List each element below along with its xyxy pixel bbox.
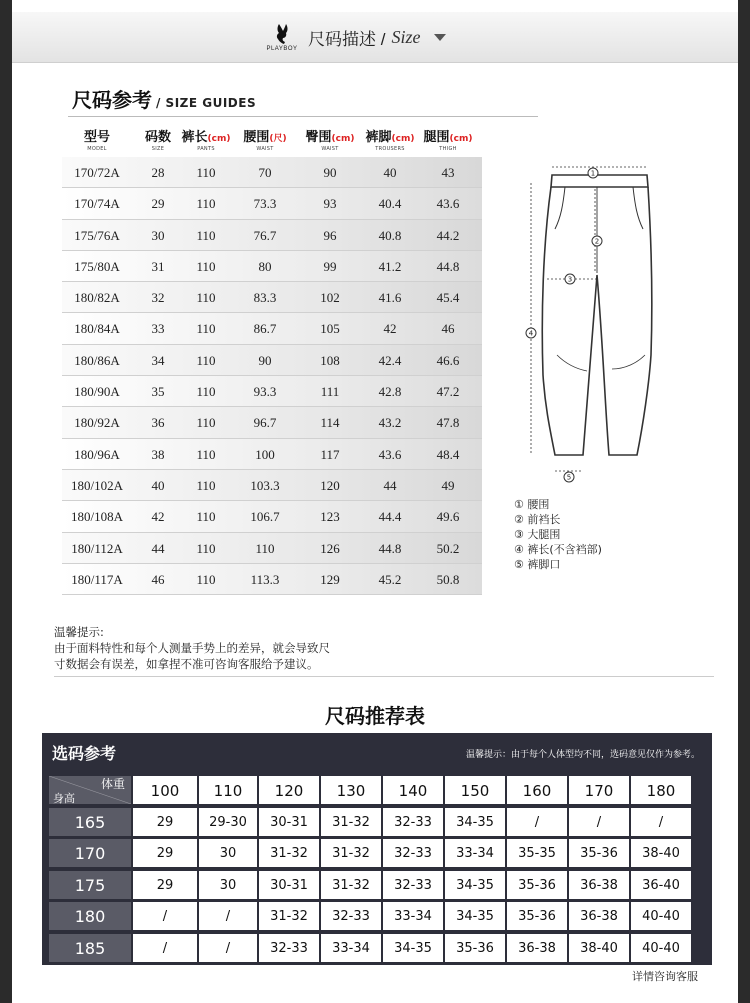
table-cell: 76.7: [253, 227, 277, 243]
table-row: [62, 564, 482, 595]
column-header-unit: (cm): [449, 134, 473, 144]
column-header-label: 腰围: [243, 130, 270, 145]
table-cell: 110: [196, 258, 216, 274]
column-header-label: 裤长: [181, 130, 208, 145]
table-row: [62, 501, 482, 532]
table-cell: 83.3: [253, 290, 277, 306]
column-header: [180, 126, 232, 152]
table-cell: 90: [258, 352, 272, 368]
header-title: 尺码描述 /: [308, 29, 386, 49]
table-cell: 70: [258, 165, 272, 180]
table-cell: 102: [320, 290, 340, 306]
table-cell: 180/102A: [71, 477, 123, 493]
table-cell: 29: [132, 807, 198, 837]
table-cell: 113.3: [250, 571, 280, 587]
table-cell: 32: [151, 290, 165, 306]
header-bar: [12, 12, 738, 63]
table-cell: 31-32: [258, 901, 320, 931]
table-row: [62, 345, 482, 376]
table-cell: 31-32: [320, 838, 382, 868]
tip-line-2: 寸数据会有误差，如拿捏不准可咨询客服给予建议。: [54, 657, 319, 671]
table-cell: /: [630, 807, 692, 837]
table-cell: 30: [198, 838, 258, 868]
column-header-label: 腿围: [423, 130, 450, 145]
table-cell: 42: [383, 321, 397, 337]
recommend-title: 尺码推荐表: [325, 704, 425, 728]
table-cell: 114: [320, 415, 340, 431]
table-cell: 31: [151, 258, 165, 274]
table-cell: 31-32: [320, 870, 382, 900]
brand-logo: [262, 23, 302, 52]
table-cell: /: [198, 901, 258, 931]
height-header: 165: [48, 807, 132, 837]
table-cell: 29: [151, 196, 165, 212]
table-cell: 129: [320, 571, 340, 587]
table-cell: 90: [323, 165, 337, 180]
table-cell: 123: [320, 509, 340, 525]
column-header: [232, 126, 298, 152]
divider: [68, 116, 538, 117]
table-cell: 44.8: [436, 258, 460, 274]
table-cell: 93.3: [253, 384, 277, 400]
column-header-unit: (cm): [207, 134, 231, 144]
table-cell: 44.8: [378, 540, 402, 556]
svg-text:1: 1: [590, 169, 596, 178]
table-cell: 32-33: [382, 870, 444, 900]
table-cell: 126: [320, 540, 340, 556]
table-cell: /: [506, 807, 568, 837]
svg-text:2: 2: [594, 237, 600, 246]
column-header-unit: (cm): [391, 134, 415, 144]
table-cell: 110: [196, 571, 216, 587]
table-cell: 46: [151, 571, 165, 587]
column-header: [418, 126, 478, 152]
table-cell: 45.2: [378, 571, 402, 587]
table-cell: /: [198, 933, 258, 963]
table-cell: 32-33: [320, 901, 382, 931]
table-cell: 100: [255, 446, 275, 462]
weight-header: 110: [198, 775, 258, 805]
table-cell: /: [132, 933, 198, 963]
table-cell: 180/86A: [74, 352, 120, 368]
table-cell: 180/96A: [74, 446, 120, 462]
column-header-en: MODEL: [87, 146, 107, 152]
corner-cell: [48, 775, 132, 805]
table-cell: 35-36: [568, 838, 630, 868]
table-cell: 47.2: [436, 384, 460, 400]
height-header: 185: [48, 933, 132, 963]
column-header: [62, 126, 132, 152]
column-header-en: WAIST: [256, 146, 274, 152]
table-cell: 34-35: [382, 933, 444, 963]
weight-header: 180: [630, 775, 692, 805]
column-header-label: 裤脚: [365, 130, 392, 145]
corner-height-label: 身高: [53, 792, 75, 805]
chevron-down-icon[interactable]: [434, 34, 446, 41]
table-cell: 32-33: [258, 933, 320, 963]
svg-text:4: 4: [528, 329, 534, 338]
weight-header: 140: [382, 775, 444, 805]
table-cell: 40-40: [630, 901, 692, 931]
table-cell: 50.2: [436, 540, 460, 556]
legend-item: ③ 大腿围: [514, 528, 561, 541]
table-cell: 44.2: [436, 227, 460, 243]
table-cell: 48.4: [436, 446, 460, 462]
table-cell: 40.8: [378, 227, 402, 243]
table-cell: 47.8: [436, 415, 460, 431]
table-cell: 35-36: [506, 901, 568, 931]
table-cell: 28: [151, 165, 165, 180]
column-header-en: TROUSERS: [375, 146, 405, 152]
table-cell: 110: [196, 384, 216, 400]
table-cell: 33-34: [382, 901, 444, 931]
table-cell: 35: [151, 384, 165, 400]
pants-diagram: [517, 155, 677, 485]
legend-item: ① 腰围: [514, 498, 550, 511]
column-header-en: PANTS: [197, 146, 215, 152]
table-cell: 32-33: [382, 807, 444, 837]
table-row: [62, 439, 482, 470]
svg-text:3: 3: [567, 275, 573, 284]
table-cell: 35-35: [506, 838, 568, 868]
table-cell: 36-40: [630, 870, 692, 900]
table-cell: 180/117A: [71, 571, 123, 587]
table-cell: 40: [383, 165, 397, 180]
table-cell: 86.7: [253, 321, 277, 337]
table-cell: 34: [151, 352, 165, 368]
column-header-en: THIGH: [439, 146, 457, 152]
table-cell: 110: [196, 540, 216, 556]
warm-tip: [54, 624, 330, 672]
table-cell: 29: [132, 838, 198, 868]
table-row: [62, 470, 482, 501]
table-cell: 110: [196, 196, 216, 212]
size-guide-header: [62, 126, 482, 156]
column-header-en: SIZE: [151, 146, 165, 152]
page: [12, 0, 738, 1003]
table-cell: /: [568, 807, 630, 837]
size-guide-title: [72, 84, 256, 113]
table-cell: 111: [320, 384, 340, 400]
table-cell: 110: [255, 540, 275, 556]
recommend-table-title: 选码参考: [52, 744, 117, 763]
column-header-label: 码数: [144, 130, 171, 145]
table-cell: 50.8: [436, 571, 460, 587]
table-cell: 108: [320, 352, 340, 368]
size-guide-table: [62, 157, 482, 595]
table-cell: 33-34: [320, 933, 382, 963]
table-cell: 110: [196, 415, 216, 431]
table-row: [62, 157, 482, 188]
table-cell: 36-38: [568, 901, 630, 931]
table-cell: 33-34: [444, 838, 506, 868]
table-row: [62, 251, 482, 282]
table-cell: 31-32: [320, 807, 382, 837]
weight-header: 130: [320, 775, 382, 805]
table-cell: 30-31: [258, 807, 320, 837]
table-cell: 43.2: [378, 415, 402, 431]
weight-header: 100: [132, 775, 198, 805]
tip-title: 温馨提示:: [54, 625, 104, 639]
column-header-unit: (尺): [269, 134, 287, 144]
table-row: [62, 188, 482, 219]
brand-name: PLAYBOY: [266, 45, 298, 52]
table-row: [62, 313, 482, 344]
height-header: 170: [48, 838, 132, 868]
corner-weight-label: 体重: [100, 777, 125, 791]
column-header-label: 臀围: [305, 130, 332, 145]
table-cell: 30-31: [258, 870, 320, 900]
table-cell: 80: [258, 258, 272, 274]
table-cell: 73.3: [253, 196, 277, 212]
legend-item: ④ 裤长(不含裆部): [514, 543, 602, 556]
table-cell: 36-38: [568, 870, 630, 900]
table-cell: 30: [151, 227, 165, 243]
table-cell: 43: [441, 165, 455, 180]
height-header: 175: [48, 870, 132, 900]
column-header-label: 型号: [83, 130, 110, 145]
recommend-table-tip: 温馨提示：由于每个人体型均不同，选码意见仅作为参考。: [465, 750, 700, 760]
table-row: [62, 282, 482, 313]
table-cell: 44: [151, 540, 165, 556]
weight-header: 160: [506, 775, 568, 805]
table-cell: 38: [151, 446, 165, 462]
table-cell: 43.6: [378, 446, 402, 462]
table-cell: 35-36: [506, 870, 568, 900]
table-cell: 38-40: [568, 933, 630, 963]
table-cell: 35-36: [444, 933, 506, 963]
diagram-legend: [514, 497, 602, 572]
table-cell: 44: [383, 477, 397, 493]
column-header: [298, 126, 362, 152]
table-cell: 49.6: [436, 509, 460, 525]
table-cell: 29: [132, 870, 198, 900]
svg-text:5: 5: [566, 473, 572, 482]
table-cell: 43.6: [436, 196, 460, 212]
table-cell: 29-30: [198, 807, 258, 837]
bunny-icon: [272, 23, 292, 45]
table-cell: /: [132, 901, 198, 931]
table-cell: 103.3: [250, 477, 280, 493]
table-cell: 42.8: [378, 384, 402, 400]
table-cell: 110: [196, 446, 216, 462]
table-cell: 99: [323, 258, 337, 274]
tip-line-1: 由于面料特性和每个人测量手势上的差异，就会导致尺: [54, 641, 330, 655]
table-cell: 170/74A: [74, 196, 120, 212]
table-cell: 110: [196, 290, 216, 306]
table-cell: 180/90A: [74, 384, 120, 400]
column-header-en: WAIST: [321, 146, 339, 152]
size-guide-title-cn: 尺码参考: [72, 88, 152, 112]
table-cell: 93: [323, 196, 337, 212]
table-cell: 180/112A: [71, 540, 123, 556]
table-cell: 41.2: [378, 258, 402, 274]
table-cell: 42.4: [378, 352, 402, 368]
column-header: [136, 126, 180, 152]
table-cell: 110: [196, 509, 216, 525]
table-cell: 96: [323, 227, 337, 243]
table-cell: 40.4: [378, 196, 402, 212]
legend-item: ② 前裆长: [514, 513, 561, 526]
weight-header: 150: [444, 775, 506, 805]
table-cell: 110: [196, 321, 216, 337]
table-cell: 170/72A: [74, 165, 120, 180]
table-row: [62, 376, 482, 407]
table-cell: 180/92A: [74, 415, 120, 431]
table-cell: 40-40: [630, 933, 692, 963]
table-row: [62, 220, 482, 251]
recommend-table: [42, 733, 712, 965]
contact-service-text: 详情咨询客服: [632, 970, 698, 983]
table-row: [62, 533, 482, 564]
table-cell: 49: [441, 477, 455, 493]
table-cell: 180/84A: [74, 321, 120, 337]
table-cell: 106.7: [250, 509, 280, 525]
table-cell: 31-32: [258, 838, 320, 868]
column-header: [362, 126, 418, 152]
height-header: 180: [48, 901, 132, 931]
table-cell: 46.6: [436, 352, 460, 368]
table-cell: 33: [151, 321, 165, 337]
table-cell: 34-35: [444, 807, 506, 837]
table-cell: 36-38: [506, 933, 568, 963]
table-cell: 34-35: [444, 901, 506, 931]
table-cell: 175/80A: [74, 258, 120, 274]
table-cell: 45.4: [436, 290, 460, 306]
weight-header: 120: [258, 775, 320, 805]
table-cell: 110: [196, 227, 216, 243]
table-cell: 96.7: [253, 415, 277, 431]
table-cell: 34-35: [444, 870, 506, 900]
table-cell: 110: [196, 477, 216, 493]
table-cell: 110: [196, 352, 216, 368]
table-cell: 41.6: [378, 290, 402, 306]
table-cell: 110: [196, 165, 216, 180]
table-cell: 30: [198, 870, 258, 900]
table-cell: 38-40: [630, 838, 692, 868]
column-header-unit: (cm): [331, 134, 355, 144]
table-cell: 40: [151, 477, 165, 493]
table-cell: 120: [320, 477, 340, 493]
table-cell: 117: [320, 446, 340, 462]
table-cell: 46: [441, 321, 455, 337]
table-row: [62, 407, 482, 438]
divider: [54, 676, 714, 677]
table-cell: 32-33: [382, 838, 444, 868]
table-cell: 175/76A: [74, 227, 120, 243]
header-subtitle: Size: [391, 26, 421, 47]
table-cell: 42: [151, 509, 165, 525]
table-cell: 105: [320, 321, 340, 337]
size-guide-title-en: / SIZE GUIDES: [156, 96, 257, 110]
table-cell: 44.4: [378, 509, 402, 525]
table-cell: 36: [151, 415, 165, 431]
table-cell: 180/82A: [74, 290, 120, 306]
weight-header: 170: [568, 775, 630, 805]
legend-item: ⑤ 裤脚口: [514, 558, 561, 571]
table-cell: 180/108A: [71, 509, 123, 525]
